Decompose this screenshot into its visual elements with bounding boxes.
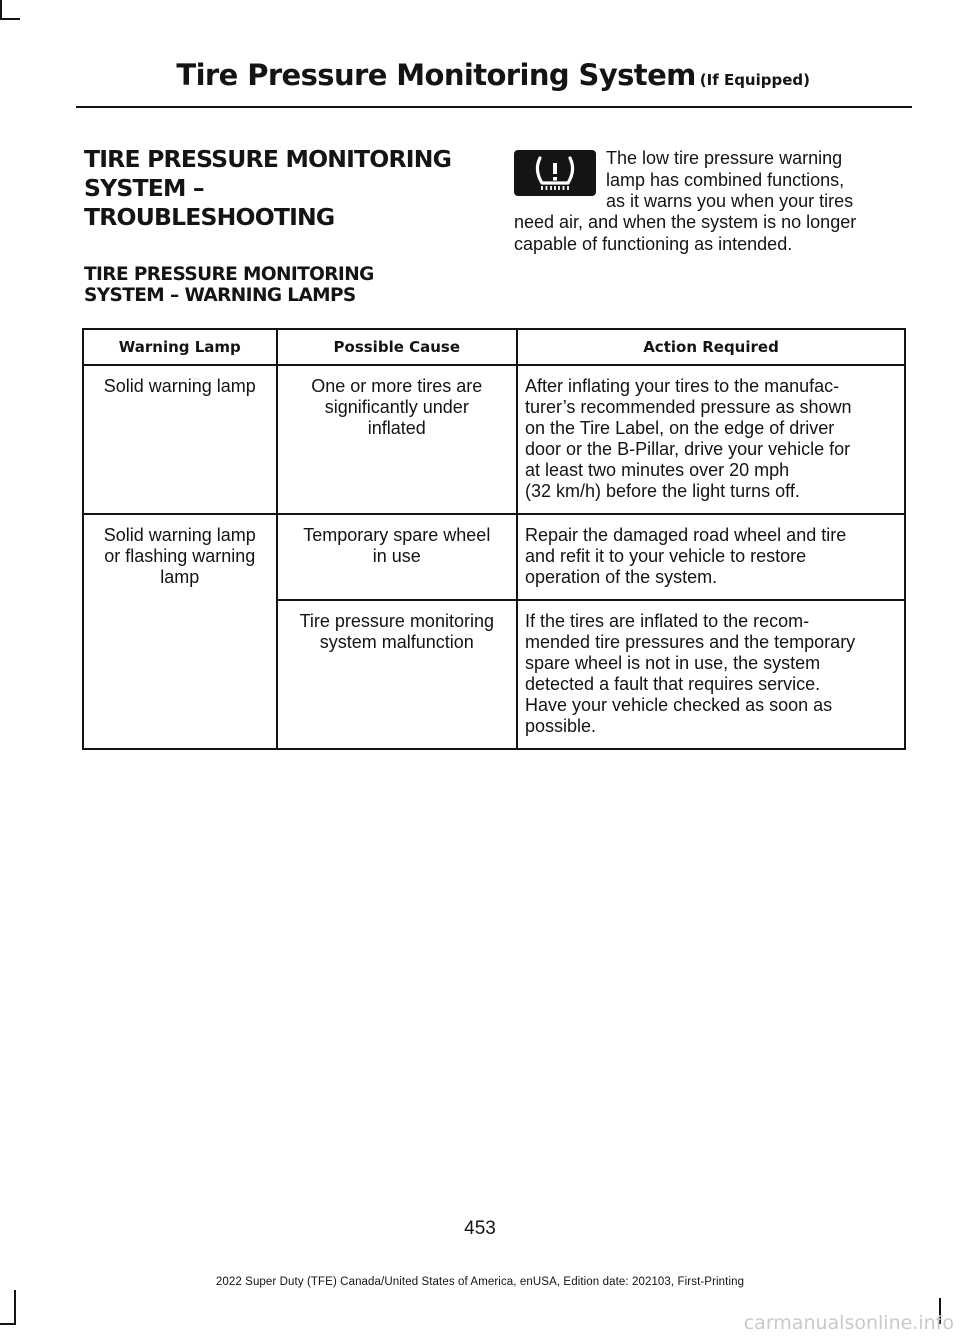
cell-line: lamp bbox=[160, 567, 200, 587]
watermark: carmanualsonline.info bbox=[743, 1312, 954, 1334]
cell-warning-lamp bbox=[83, 514, 277, 749]
table-row bbox=[83, 514, 905, 600]
section-heading bbox=[84, 145, 494, 232]
crop-mark-top-left-h bbox=[0, 18, 20, 20]
intro-paragraph-rest bbox=[514, 212, 914, 255]
section-heading-line: TIRE PRESSURE MONITORING bbox=[84, 145, 452, 173]
cell-action-required bbox=[517, 514, 905, 600]
cell-line: Solid warning lamp bbox=[103, 376, 256, 396]
crop-mark-top-left bbox=[0, 0, 2, 20]
footer-edition-text: 2022 Super Duty (TFE) Canada/United States of America, enUSA, Edition date: 202103, First-Printing bbox=[215, 1276, 745, 1288]
crop-mark-bottom-left bbox=[14, 1290, 16, 1324]
column-header-action-required: Action Required bbox=[517, 329, 905, 365]
table-row bbox=[83, 365, 905, 514]
tire-pressure-warning-icon-graphic bbox=[514, 150, 596, 196]
cell-line: possible. bbox=[525, 716, 597, 736]
subheading-line: SYSTEM – WARNING LAMPS bbox=[84, 285, 356, 306]
cell-action-required bbox=[517, 600, 905, 749]
intro-line: lamp has combined functions, bbox=[606, 169, 845, 190]
cell-line: operation of the system. bbox=[525, 567, 718, 587]
page-number: 453 bbox=[464, 1218, 496, 1239]
cell-line: significantly under bbox=[324, 397, 469, 417]
intro-line: need air, and when the system is no longer bbox=[514, 212, 857, 232]
cell-possible-cause bbox=[277, 600, 517, 749]
intro-line: capable of functioning as intended. bbox=[514, 233, 793, 254]
intro-line: The low tire pressure warning bbox=[606, 148, 843, 168]
cell-line: turer’s recommended pressure as shown bbox=[525, 397, 852, 417]
cell-line: Temporary spare wheel bbox=[303, 525, 491, 545]
cell-line: on the Tire Label, on the edge of driver bbox=[525, 418, 835, 438]
cell-line: After inflating your tires to the manufac- bbox=[525, 376, 840, 396]
page-header bbox=[176, 58, 810, 92]
section-heading-line: SYSTEM – bbox=[84, 174, 204, 202]
column-header-possible-cause: Possible Cause bbox=[277, 329, 517, 365]
cell-line: door or the B-Pillar, drive your vehicle for bbox=[525, 439, 851, 459]
cell-warning-lamp bbox=[83, 365, 277, 514]
page-header-suffix: (If Equipped) bbox=[699, 71, 810, 89]
cell-line: in use bbox=[372, 546, 421, 566]
cell-line: and refit it to your vehicle to restore bbox=[525, 546, 807, 566]
intro-paragraph-top bbox=[606, 148, 906, 213]
page-header-title: Tire Pressure Monitoring System bbox=[176, 58, 696, 92]
cell-line: at least two minutes over 20 mph bbox=[525, 460, 790, 480]
cell-line: or flashing warning bbox=[104, 546, 256, 566]
column-header-warning-lamp: Warning Lamp bbox=[83, 329, 277, 365]
tire-pressure-warning-icon bbox=[514, 150, 596, 196]
crop-mark-bottom-left-h bbox=[0, 1323, 16, 1325]
cell-possible-cause bbox=[277, 365, 517, 514]
cell-line: If the tires are inflated to the recom- bbox=[525, 611, 810, 631]
subheading-line: TIRE PRESSURE MONITORING bbox=[84, 264, 374, 285]
cell-line: (32 km/h) before the light turns off. bbox=[525, 481, 800, 501]
cell-line: Have your vehicle checked as soon as bbox=[525, 695, 833, 715]
cell-line: One or more tires are bbox=[311, 376, 483, 396]
cell-line: Repair the damaged road wheel and tire bbox=[525, 525, 847, 545]
cell-line: Tire pressure monitoring bbox=[299, 611, 494, 631]
cell-line: mended tire pressures and the temporary bbox=[525, 632, 856, 652]
cell-possible-cause bbox=[277, 514, 517, 600]
header-rule bbox=[76, 106, 912, 108]
subheading bbox=[84, 264, 504, 306]
cell-line: system malfunction bbox=[319, 632, 474, 652]
cell-line: inflated bbox=[367, 418, 426, 438]
cell-action-required bbox=[517, 365, 905, 514]
section-heading-line: TROUBLESHOOTING bbox=[84, 203, 335, 231]
cell-line: spare wheel is not in use, the system bbox=[525, 653, 821, 673]
warning-lamps-table bbox=[82, 328, 906, 750]
cell-line: detected a fault that requires service. bbox=[525, 674, 821, 694]
cell-line: Solid warning lamp bbox=[103, 525, 256, 545]
intro-line: as it warns you when your tires bbox=[606, 191, 854, 211]
table-header-row bbox=[83, 329, 905, 365]
